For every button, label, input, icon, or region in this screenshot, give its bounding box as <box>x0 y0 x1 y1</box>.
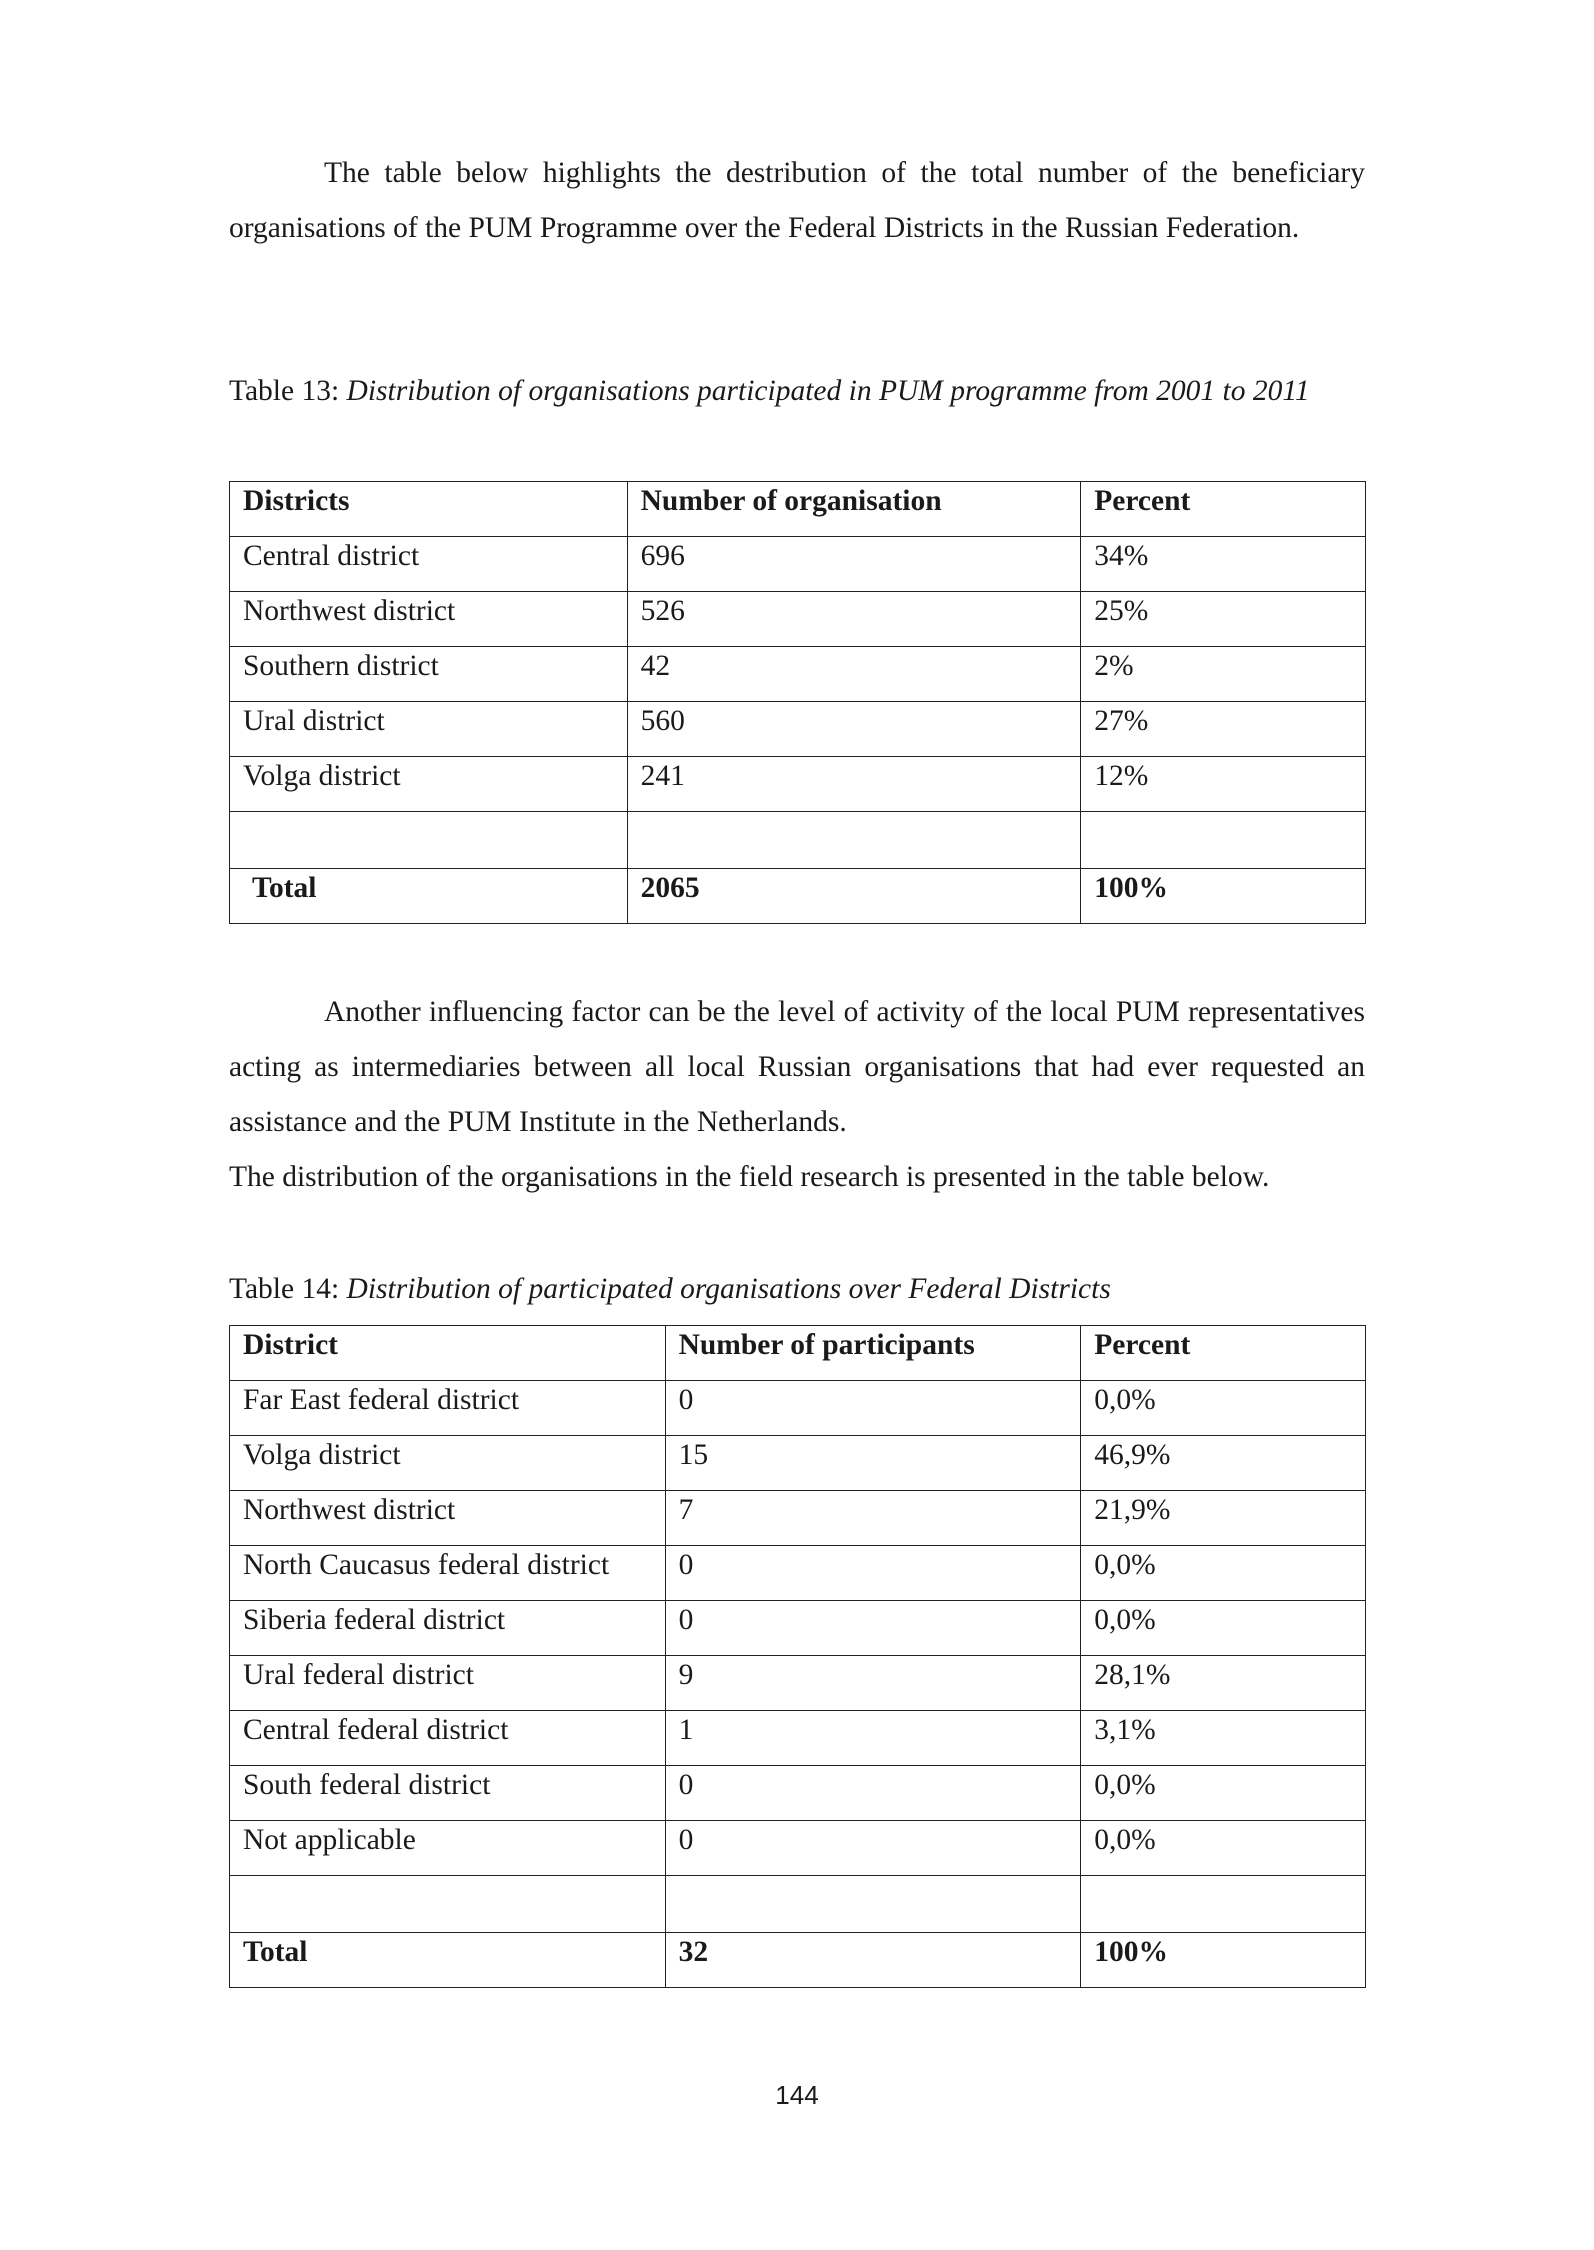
table14-total-label: Total <box>230 1933 666 1988</box>
table14-header-cell: District <box>230 1326 666 1381</box>
table-cell: 21,9% <box>1081 1491 1366 1546</box>
table-row <box>230 1601 1366 1656</box>
table-cell: Siberia federal district <box>230 1601 666 1656</box>
table-cell-empty <box>1081 812 1366 869</box>
table-cell: Northwest district <box>230 1491 666 1546</box>
table-cell: 28,1% <box>1081 1656 1366 1711</box>
table-row <box>230 1656 1366 1711</box>
table-cell: Ural federal district <box>230 1656 666 1711</box>
intro-paragraph <box>229 146 1365 256</box>
table13-header-cell: Number of organisation <box>627 482 1081 537</box>
table-cell: 0,0% <box>1081 1821 1366 1876</box>
table13-total-label: Total <box>230 869 628 924</box>
table-cell-empty <box>230 812 628 869</box>
table-row <box>230 1381 1366 1436</box>
table-cell-empty <box>627 812 1081 869</box>
table-cell: 0 <box>665 1766 1081 1821</box>
table13-blank-row <box>230 812 1366 869</box>
table-cell: 1 <box>665 1711 1081 1766</box>
table-cell: 526 <box>627 592 1081 647</box>
middle-text: Another influencing factor can be the level of activity of the local PUM representatives acting as intermediaries between all local Russian organisations that had ever requested an assistance and the PUM Institute in the Netherlands. <box>229 996 1365 1138</box>
table14-total-count: 32 <box>665 1933 1081 1988</box>
table13-header-cell: Percent <box>1081 482 1366 537</box>
table13-caption-prefix: Table 13: <box>229 375 347 407</box>
table13-header-cell: Districts <box>230 482 628 537</box>
table-cell: Far East federal district <box>230 1381 666 1436</box>
table-cell-empty <box>230 1876 666 1933</box>
table13-total-percent: 100% <box>1081 869 1366 924</box>
table-cell-empty <box>665 1876 1081 1933</box>
table-row <box>230 1766 1366 1821</box>
table-cell: 46,9% <box>1081 1436 1366 1491</box>
table14-caption <box>229 1262 1365 1317</box>
table13 <box>229 481 1366 924</box>
table-cell: 27% <box>1081 702 1366 757</box>
table-cell: 7 <box>665 1491 1081 1546</box>
table14 <box>229 1325 1366 1988</box>
table14-header-row <box>230 1326 1366 1381</box>
table-cell: Volga district <box>230 1436 666 1491</box>
table-cell: Volga district <box>230 757 628 812</box>
table-cell: 696 <box>627 537 1081 592</box>
table-cell: 0,0% <box>1081 1381 1366 1436</box>
table14-header-cell: Percent <box>1081 1326 1366 1381</box>
table-row <box>230 1821 1366 1876</box>
table-row <box>230 1711 1366 1766</box>
table-cell: Northwest district <box>230 592 628 647</box>
table-cell: 34% <box>1081 537 1366 592</box>
table-cell: 241 <box>627 757 1081 812</box>
table-cell: South federal district <box>230 1766 666 1821</box>
middle-text-2: The distribution of the organisations in the field research is presented in the table below. <box>229 1161 1270 1193</box>
table-row <box>230 1436 1366 1491</box>
table-cell: 0,0% <box>1081 1766 1366 1821</box>
table-cell: 15 <box>665 1436 1081 1491</box>
table-cell: 0 <box>665 1601 1081 1656</box>
table-cell: Central district <box>230 537 628 592</box>
table14-total-row <box>230 1933 1366 1988</box>
table-cell: North Caucasus federal district <box>230 1546 666 1601</box>
table14-total-percent: 100% <box>1081 1933 1366 1988</box>
table14-caption-title: Distribution of participated organisations over Federal Districts <box>346 1273 1111 1305</box>
table-cell: 2% <box>1081 647 1366 702</box>
table-cell: Central federal district <box>230 1711 666 1766</box>
intro-text: The table below highlights the destribution of the total number of the beneficiary organisations of the PUM Programme over the Federal Districts in the Russian Federation. <box>229 157 1365 244</box>
table14-header-cell: Number of participants <box>665 1326 1081 1381</box>
table14-caption-prefix: Table 14: <box>229 1273 347 1305</box>
table-row <box>230 592 1366 647</box>
table-cell: Not applicable <box>230 1821 666 1876</box>
table-cell: 0,0% <box>1081 1546 1366 1601</box>
table-cell: 42 <box>627 647 1081 702</box>
table-cell: 0,0% <box>1081 1601 1366 1656</box>
table-row <box>230 702 1366 757</box>
page-number: 144 <box>775 2080 819 2110</box>
table-cell: 9 <box>665 1656 1081 1711</box>
table-cell: 25% <box>1081 592 1366 647</box>
table-cell: Ural district <box>230 702 628 757</box>
table-row <box>230 757 1366 812</box>
table-cell: 0 <box>665 1821 1081 1876</box>
table13-header-row <box>230 482 1366 537</box>
table-cell: 3,1% <box>1081 1711 1366 1766</box>
table13-total-count: 2065 <box>627 869 1081 924</box>
table13-caption <box>229 364 1365 419</box>
table13-caption-title: Distribution of organisations participated in PUM programme from 2001 to 2011 <box>346 375 1310 407</box>
table-row <box>230 1546 1366 1601</box>
table-cell: Southern district <box>230 647 628 702</box>
table-cell: 0 <box>665 1381 1081 1436</box>
table-cell: 0 <box>665 1546 1081 1601</box>
table-row <box>230 1491 1366 1546</box>
table-row <box>230 537 1366 592</box>
middle-paragraph <box>229 985 1365 1205</box>
table13-total-row <box>230 869 1366 924</box>
table14-blank-row <box>230 1876 1366 1933</box>
table-row <box>230 647 1366 702</box>
table-cell-empty <box>1081 1876 1366 1933</box>
table-cell: 12% <box>1081 757 1366 812</box>
table-cell: 560 <box>627 702 1081 757</box>
